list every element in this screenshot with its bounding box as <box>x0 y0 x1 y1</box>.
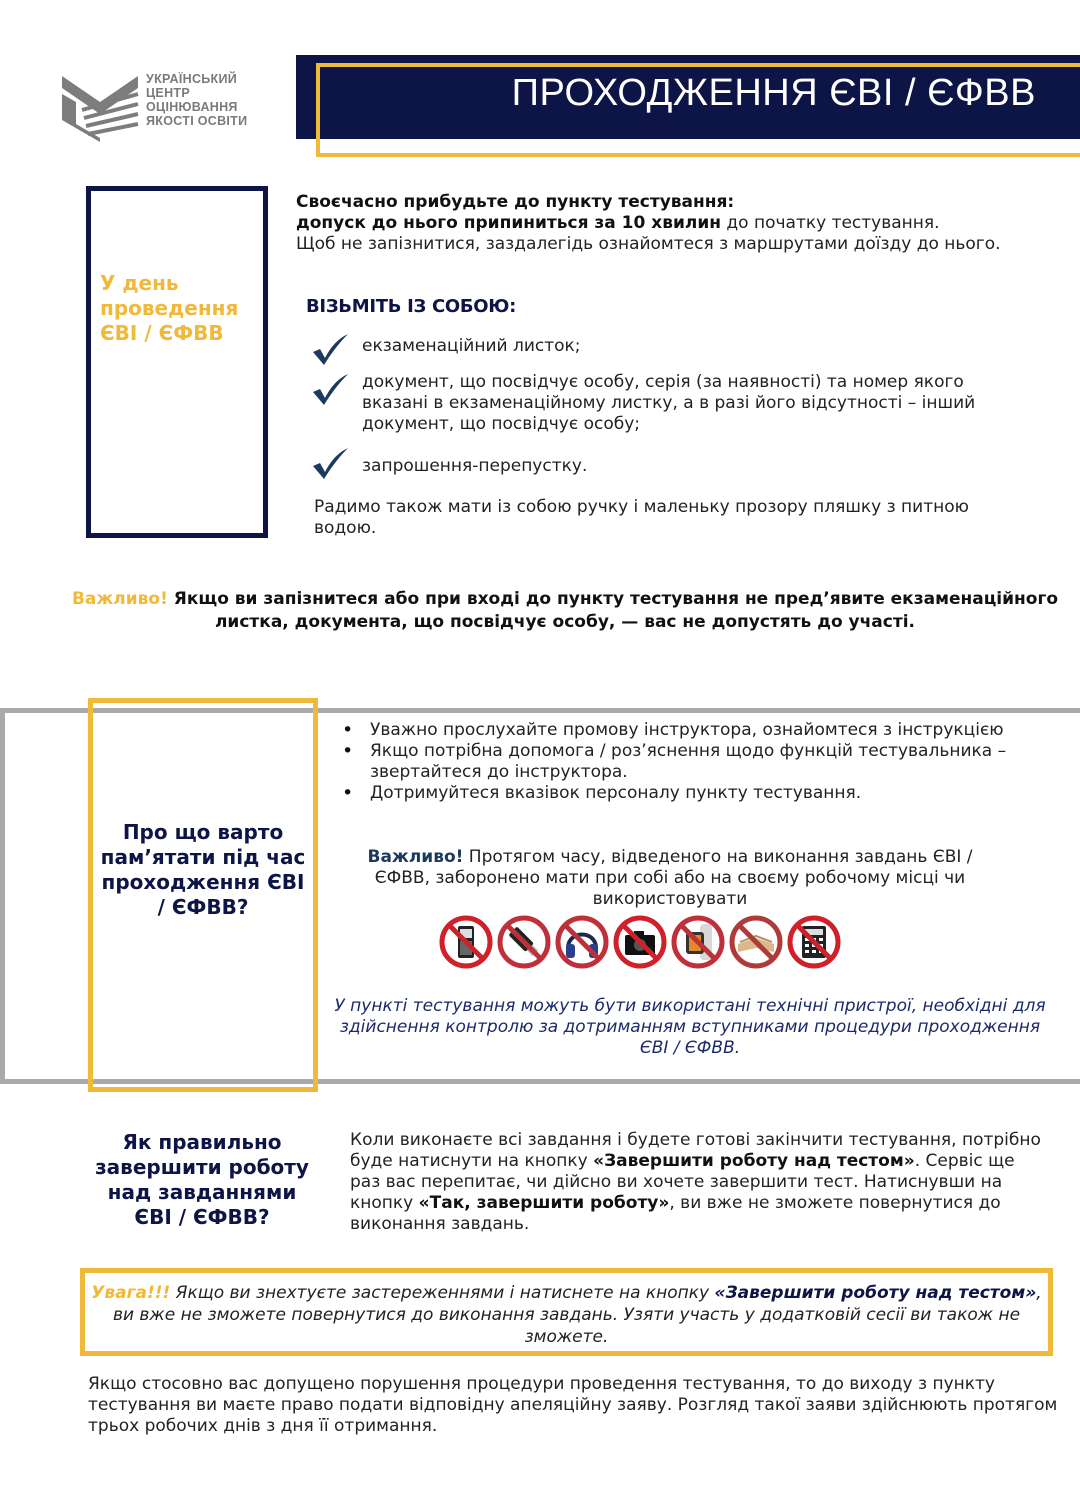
no-phone-icon <box>438 914 494 970</box>
prohibited-items-notice <box>350 847 990 910</box>
attention-part: Якщо ви знехтуєте застереженнями і натиснете на кнопку <box>170 1283 715 1303</box>
no-calculator-icon <box>786 914 842 970</box>
rule-item: • Уважно прослухайте промову інструктора, ознайомтеся з інструкцією <box>342 720 1032 741</box>
technical-devices-note: У пункті тестування можуть бути використані технічні пристрої, необхідні для здійснення контролю за дотриманням вступниками процедури проходження ЄВІ / ЄФВВ. <box>334 996 1046 1058</box>
no-smartwatch-icon <box>670 914 726 970</box>
admission-warning <box>60 588 1070 634</box>
logo-line: ЯКОСТІ ОСВІТИ <box>146 114 248 128</box>
appeal-info: Якщо стосовно вас допущено порушення процедури проведення тестування, то до виходу з пункту тестування ви маєте право подати відповідну апеляційну заяву. Розгляд такої заяви здійснюють протягом трьох робочих днів з дня її отримання. <box>88 1374 1058 1436</box>
checkmark-icon <box>310 448 350 480</box>
logo-line: ОЦІНЮВАННЯ <box>146 100 238 114</box>
exam-day-label-box <box>86 186 268 538</box>
attention-text <box>90 1282 1043 1348</box>
arrival-heading: Своєчасно прибудьте до пункту тестування: <box>296 192 735 212</box>
confirm-button-name: «Так, завершити роботу» <box>418 1193 670 1213</box>
attention-part: , ви вже не зможете повернутися до виконання завдань. Узяти участь у додатковій сесії ви також не зможете. <box>112 1283 1042 1347</box>
finish-exam-label: Як правильно завершити роботу над завданнями ЄВІ / ЄФВВ? <box>95 1130 309 1229</box>
finish-text: Коли виконаєте всі завдання і будете готові закінчити тестування, потрібно буде натиснути на кнопку <box>350 1130 1041 1171</box>
attention-button-name: «Завершити роботу над тестом» <box>714 1283 1037 1303</box>
logo-text <box>146 72 247 128</box>
prohibited-icons-row <box>438 914 848 970</box>
page-title: ПРОХОДЖЕННЯ ЄВІ / ЄФВВ <box>511 72 1036 114</box>
admission-deadline-rest: до початку тестування. <box>721 213 940 233</box>
logo-line: УКРАЇНСЬКИЙ <box>146 72 238 86</box>
checklist-item-text: запрошення-перепустку. <box>362 456 588 476</box>
during-exam-label: Про що варто пам’ятати під час проходження ЄВІ / ЄФВВ? <box>100 820 306 919</box>
checklist-item-text: документ, що посвідчує особу, серія (за наявності) та номер якого вказані в екзаменаційному листку, а в разі його відсутності – інший документ, що посвідчує особу; <box>362 372 976 434</box>
warning-label: Важливо! <box>71 589 168 609</box>
checklist-item-text: екзаменаційний листок; <box>362 336 581 356</box>
arrival-instructions <box>296 192 1056 255</box>
during-exam-rules <box>342 720 1032 804</box>
take-with-you-heading: ВІЗЬМІТЬ ІЗ СОБОЮ: <box>306 296 517 317</box>
recommendation-note: Радимо також мати із собою ручку і маленьку прозору пляшку з питною водою. <box>314 497 969 538</box>
checklist-item <box>310 456 1030 477</box>
no-flash-drive-icon <box>496 914 552 970</box>
warning-text: Якщо ви запізнитеся або при вході до пункту тестування не пред’явите екзаменаційного листка, документа, що посвідчує особу, — вас не допустять до участі. <box>167 589 1059 632</box>
attention-label: Увага!!! <box>91 1283 171 1303</box>
admission-deadline: допуск до нього припиниться за 10 хвилин <box>296 213 721 233</box>
logo-line: ЦЕНТР <box>146 86 190 100</box>
rule-item: • Дотримуйтеся вказівок персоналу пункту тестування. <box>342 783 1032 804</box>
important-text: Протягом часу, відведеного на виконання завдань ЄВІ / ЄФВВ, заборонено мати при собі або на своєму робочому місці чи використовувати <box>374 847 973 909</box>
checklist-item <box>310 336 1030 357</box>
checkmark-icon <box>310 374 350 406</box>
no-headphones-icon <box>554 914 610 970</box>
important-label: Важливо! <box>367 847 464 867</box>
finish-text: , ви вже не зможете повернутися до виконання завдань. <box>350 1193 1001 1234</box>
finish-text: . Сервіс ще раз вас перепитає, чи дійсно ви хочете завершити тест. Натиснувши на кнопку <box>350 1151 1015 1213</box>
route-advice: Щоб не запізнитися, заздалегідь ознайомтеся з маршрутами доїзду до нього. <box>296 234 1001 254</box>
no-camera-icon <box>612 914 668 970</box>
ucoyo-logo <box>62 70 282 140</box>
finish-exam-instructions <box>350 1130 1050 1235</box>
checklist-item <box>310 372 1030 435</box>
no-book-icon <box>728 914 784 970</box>
checkmark-icon <box>310 334 350 366</box>
rule-item: • Якщо потрібна допомога / роз’яснення щодо функцій тестувальника – звертайтеся до інструктора. <box>342 741 1032 783</box>
exam-day-label: У день проведення ЄВІ / ЄФВВ <box>100 271 239 345</box>
finish-button-name: «Завершити роботу над тестом» <box>593 1151 915 1171</box>
logo-book-icon <box>62 72 140 142</box>
